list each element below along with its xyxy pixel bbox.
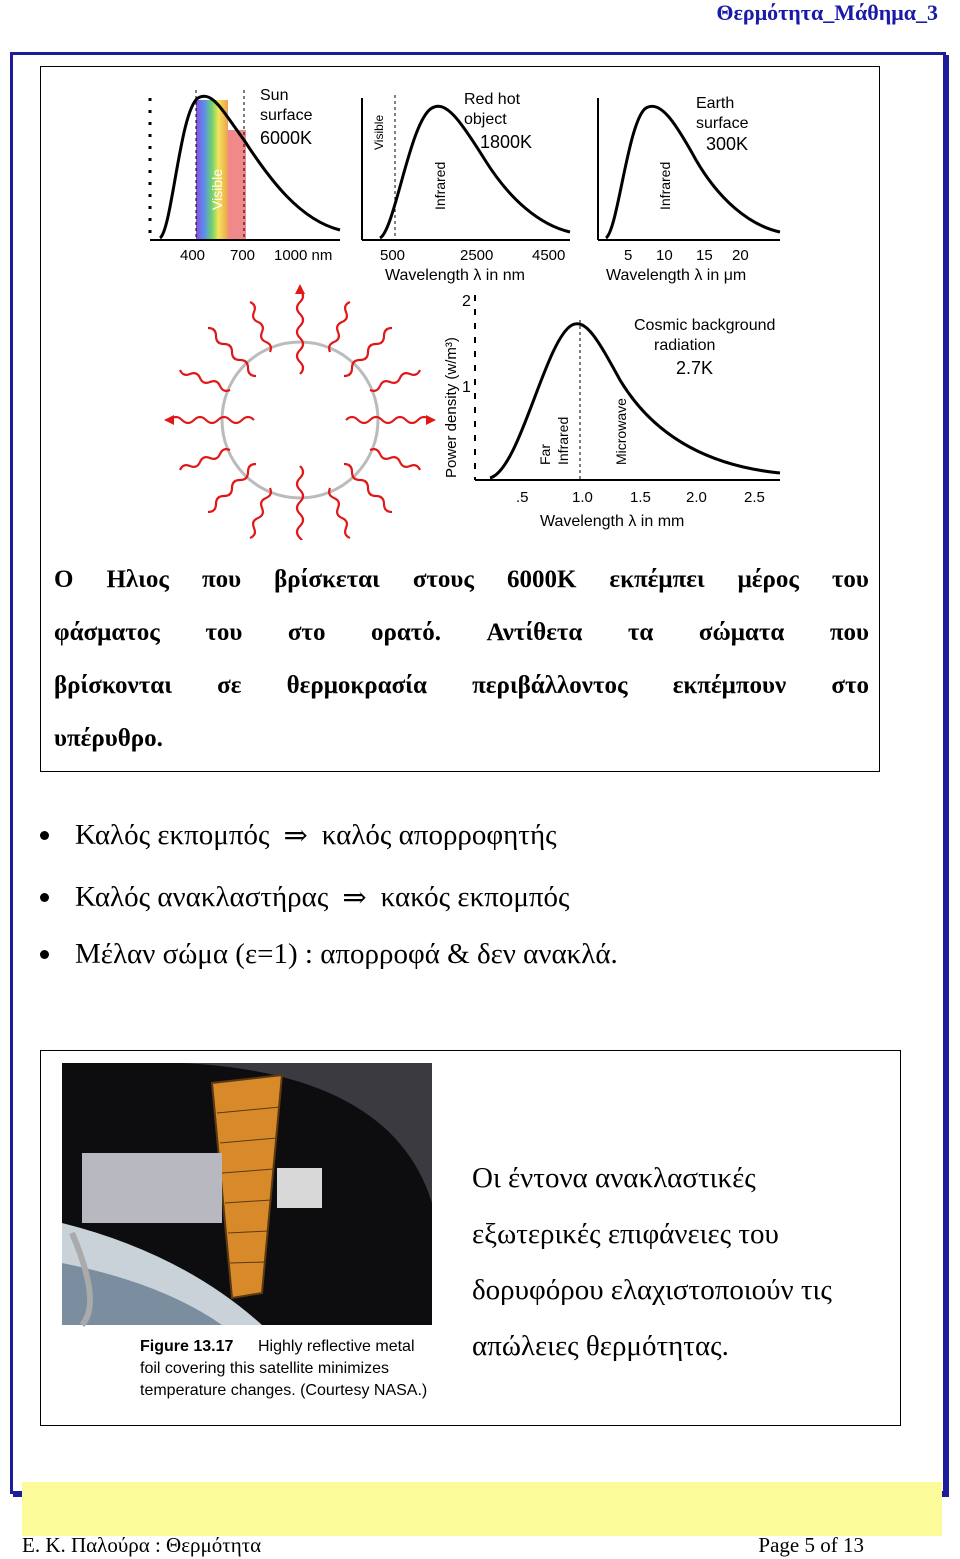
footer-author: Ε. Κ. Παλούρα : Θερμότητα — [22, 1533, 262, 1557]
satellite-photo — [62, 1063, 450, 1405]
heat-wave — [329, 488, 350, 538]
arrow-head — [426, 415, 436, 425]
photo-caption-line: Highly reflective metal — [258, 1338, 415, 1355]
label-line: 2.7K — [676, 358, 714, 378]
figure2-text-line: δορυφόρου ελαχιστοποιούν τις — [472, 1274, 832, 1306]
bullet-right: κακός εκπομπός — [380, 881, 570, 913]
word: Ο — [54, 566, 74, 593]
word: στο — [287, 619, 326, 646]
bullet-item — [40, 818, 557, 853]
word: τα — [627, 619, 654, 646]
page-header-title: Θερμότητα_Μάθημα_3 — [716, 0, 938, 25]
band-label: Infrared — [555, 416, 571, 465]
word: που — [201, 566, 242, 593]
label-line: 300K — [706, 134, 749, 154]
heat-wave — [208, 464, 256, 512]
label-line: 1800K — [480, 132, 533, 152]
word: που — [829, 619, 869, 646]
photo-caption-line: foil covering this satellite minimizes — [140, 1360, 389, 1377]
plot-earth — [598, 95, 780, 284]
bullet-icon — [40, 893, 49, 902]
bullet-item — [40, 880, 570, 915]
heat-wave — [180, 449, 230, 470]
x-axis-label: Wavelength λ in nm — [385, 267, 525, 284]
tick-label: 20 — [732, 247, 749, 264]
band-label: Far — [537, 444, 553, 465]
heat-wave — [297, 466, 303, 540]
heat-wave — [344, 464, 392, 512]
label-line: object — [464, 111, 507, 128]
curve-2.7K — [490, 324, 780, 478]
tick-label: 4500 — [532, 247, 566, 264]
bullet-left: Μέλαν σώμα (ε=1) : απορροφά & δεν ανακλά. — [75, 938, 618, 970]
band-label: Infrared — [657, 161, 673, 210]
label-line: Cosmic background — [634, 317, 776, 334]
caption-line-2 — [54, 619, 869, 647]
heat-wave — [370, 449, 420, 470]
band-label: Visible — [372, 114, 386, 150]
blackbody-spectra-figure — [140, 80, 800, 540]
bullet-icon — [40, 831, 49, 840]
heat-wave — [329, 302, 350, 352]
band-label: Infrared — [432, 161, 448, 210]
label-line: 6000K — [260, 128, 313, 148]
heat-wave — [344, 328, 392, 376]
caption-line-1 — [54, 566, 869, 594]
label-line: Sun — [260, 87, 289, 104]
tick-label: 2500 — [460, 247, 494, 264]
heat-wave — [250, 302, 271, 352]
tick-label: 2.5 — [744, 489, 765, 506]
photo-fig-label: Figure 13.17 — [140, 1338, 234, 1355]
satellite-module — [277, 1168, 322, 1208]
label-line: Earth — [696, 95, 735, 112]
heat-wave — [208, 328, 256, 376]
x-axis-label: Wavelength λ in mm — [540, 513, 685, 530]
word: Αντίθετα — [486, 619, 583, 646]
red-band — [228, 130, 246, 240]
tick-label: 10 — [656, 247, 673, 264]
label-line: Red hot — [464, 91, 521, 108]
footer-bar — [22, 1482, 942, 1536]
tick-label: 2.0 — [686, 489, 707, 506]
radiating-sphere-illustration — [164, 284, 436, 540]
curve-6000K — [160, 96, 340, 238]
bullet-right: καλός απορροφητής — [321, 819, 557, 851]
word: 6000Κ — [506, 566, 577, 593]
heat-wave — [180, 370, 230, 391]
tick-label: 1.0 — [572, 489, 593, 506]
plot-sun — [150, 87, 340, 264]
band-label: Microwave — [613, 398, 629, 465]
word: στους — [412, 566, 474, 593]
tick-label: 15 — [696, 247, 713, 264]
figure2-text-line: Οι έντονα ανακλαστικές — [472, 1162, 756, 1194]
satellite-body — [82, 1153, 222, 1223]
word: φάσματος — [54, 619, 160, 646]
y-axis-label: Power density (w/m³) — [443, 337, 460, 478]
word: εκπέμπουν — [672, 672, 787, 699]
word: ορατό. — [370, 619, 442, 646]
tick-label: 1 — [462, 379, 471, 396]
word: υπέρυθρο. — [54, 725, 163, 752]
tick-label: 2 — [462, 293, 471, 310]
photo-caption-line: temperature changes. (Courtesy NASA.) — [140, 1382, 428, 1399]
figure2-text-line: απώλειες θερμότητας. — [472, 1330, 729, 1362]
x-axis-label: Wavelength λ in μm — [606, 267, 747, 284]
curve-300K — [606, 106, 780, 238]
word: μέρος — [737, 566, 799, 593]
bullet-icon — [40, 950, 49, 959]
caption-line-4 — [54, 725, 869, 753]
tick-label: 500 — [380, 247, 406, 264]
plot-red-hot — [362, 91, 570, 284]
word: στο — [831, 672, 869, 699]
bullet-left: Καλός εκπομπός — [75, 819, 270, 851]
tick-label: 1000 nm — [274, 247, 333, 264]
word: του — [831, 566, 869, 593]
arrow-head — [295, 284, 305, 294]
word: θερμοκρασία — [286, 672, 427, 699]
tick-label: 400 — [180, 247, 206, 264]
label-line: surface — [260, 107, 313, 124]
word: Ηλιος — [106, 566, 169, 593]
word: σε — [217, 672, 242, 699]
figure2-text-line: εξωτερικές επιφάνειες του — [472, 1218, 779, 1250]
tick-label: 5 — [624, 247, 633, 264]
label-line: surface — [696, 115, 749, 132]
caption-line-3 — [54, 672, 869, 700]
tick-label: 1.5 — [630, 489, 651, 506]
word: εκπέμπει — [609, 566, 705, 593]
tick-label: 700 — [230, 247, 256, 264]
word: βρίσκονται — [54, 672, 172, 699]
heat-wave — [346, 417, 430, 423]
word: βρίσκεται — [274, 566, 380, 593]
band-label: Visible — [209, 169, 225, 210]
implies-arrow-icon: ⇒ — [283, 820, 308, 852]
implies-arrow-icon: ⇒ — [342, 882, 367, 914]
tick-label: .5 — [516, 489, 529, 506]
bullet-item — [40, 938, 618, 971]
word: περιβάλλοντος — [472, 672, 628, 699]
word: σώματα — [698, 619, 785, 646]
heat-wave — [297, 290, 303, 374]
label-line: radiation — [654, 337, 716, 354]
heat-wave — [370, 370, 420, 391]
heat-wave — [250, 488, 271, 538]
plot-cosmic-background — [443, 293, 780, 530]
footer-page-number: Page 5 of 13 — [758, 1533, 864, 1557]
word: του — [205, 619, 243, 646]
sphere-outline — [222, 342, 378, 498]
arrow-head — [164, 415, 174, 425]
heat-wave — [170, 417, 254, 423]
bullet-left: Καλός ανακλαστήρας — [75, 881, 329, 913]
